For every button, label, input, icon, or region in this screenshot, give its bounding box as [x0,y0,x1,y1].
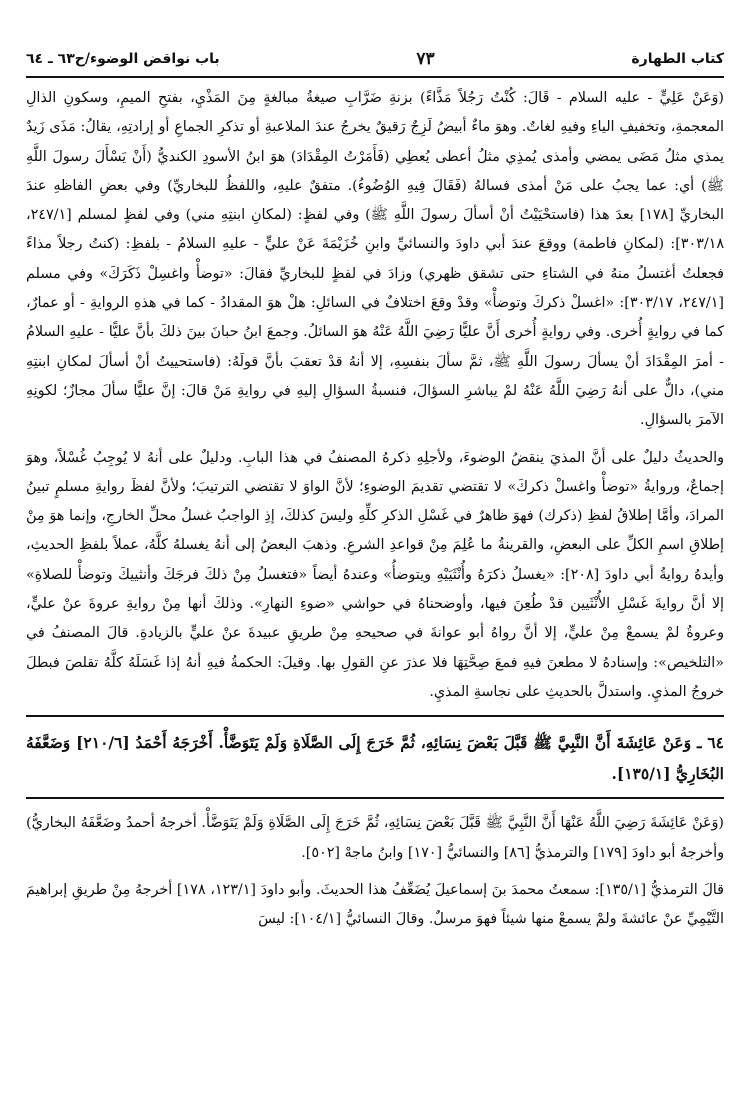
section-divider [26,715,724,717]
commentary-paragraph: (وَعَنْ عَائِشَةَ رَضِيَ اللَّهُ عَنْهَا أَنَّ النَّبِيَّ ﷺ قَبَّلَ بَعْضَ نِسَائِهِ، ثُمَّ خَرَجَ إِلَى الصَّلَاةِ وَلَمْ يَتَوَضَّأْ. أخرجهُ أحمدُ وضَعَّفَهُ البخاريُّ) وأخرجهُ أبو داودَ [١٧٩] والترمذيُّ [٨٦] والنسائيُّ [١٧٠] وابنُ ماجهْ [٥٠٢]. [26,815,724,861]
hadith-text [26,727,724,789]
commentary-paragraph: (وَعَنْ عَلِيٍّ - عليه السلام - قَالَ: كُنْتُ رَجُلاً مَذَّاءً) بزنةِ ضَرَّابِ صيغةُ مبالغةٍ مِنَ المَذْيِ، بفتحِ الميمِ، وسكونِ الذالِ المعجمةِ، وتخفيفِ الياءِ وفيهِ لغاتٌ. وهوَ ماءٌ أبيضُ لَزِجٌ رَقيقٌ يخرجُ عندَ الملاعبةِ أو تذكرِ الجماعِ أو إرادتِهِ، يقالُ: مَذَى زَيدٌ يمذي مثلُ مَضَى يمضي وأمذى يُمذِي مثلُ أعطى يُعطِي (فَأَمَرْتُ المِقْدَادَ) هوَ ابنُ الأسودِ الكنديُّ (أَنْ يَسْأَلَ رسولَ اللَّهِ ﷺ) أي: عما يجبُ على مَنْ أمذى فسالهُ (فَقَالَ فِيهِ الوُضُوءُ). متفقٌ عليهِ، واللفظُ للبخاريِّ) وفي بعضِ الفاظهِ عندَ البخاريِّ [١٧٨] بعدَ هذا (فاستحْيَيْتُ أنْ أسألَ رسولَ اللَّهِ ﷺ) وفي لفظٍ: (لمكانِ ابنتِهِ مني) وفي لفظٍ لمسلم [٢٤٧/١، ٣٠٣/١٨]: (لمكانِ فاطمة) ووقعَ عندَ أبي داودَ والنسائيِّ وابنِ خُزَيْمَةَ عَنْ عليٍّ - عليهِ السلامُ - بلفظِ: (كنتُ رجلاً مذاءً فجعلتُ أغتسلُ منهُ في الشتاءِ حتى تشقق ظهري) وزادَ في لفظٍ للبخاريِّ فقالَ: «توضأْ واغسِلْ ذَكَرَكَ» وفي مسلم [٢٤٧/١، ٣٠٣/١٧]: «اغسلْ ذكركَ وتوضأْ» وقدْ وقعَ اختلافٌ في السائلِ: هلْ هوَ المقدادُ - كما في هذهِ الروايةِ - أو عمارٌ، كما في روايةٍ أُخرى. وفي روايةٍ أُخرى أَنَّ عليًّا رَضِيَ اللَّهُ عَنْهُ هوَ السائلُ. وجمعَ ابنُ حبانَ بينَ ذلكَ بأنَّ عليًّا - عليهِ السلامُ - أمرَ المِقْدَادَ أنْ يسألَ رسولَ اللَّهِ ﷺ، ثمَّ سألَ بنفسِهِ، إلا أنهُ قدْ تعقبَ بأنَّ قولَهُ: (فاستحييتُ أنْ أسألَ لمكانِ ابنتِهِ مني)، دالٌّ على أنهُ رَضِيَ اللَّهُ عَنْهُ لمْ يباشرِ السؤالَ، فنسبةُ السؤالِ إليهِ في روايةِ مَنْ قالَ: إنَّ عليًّا سألَ مجازٌ؛ لكونِهِ الآمرَ بالسؤالِ. [26,90,724,429]
section-divider [26,797,724,799]
hadith-body: ـ وَعَنْ عَائِشَةَ أَنَّ النَّبِيَّ ﷺ قَبَّلَ بَعْضَ نِسَائِهِ، ثُمَّ خَرَجَ إِلَى الصَّلَاةِ وَلَمْ يَتَوَضَّأْ. أَخْرَجَهُ أَحْمَدُ [٢١٠/٦] وَضَعَّفَهُ البُخَارِيُّ [١٣٥/١]. [26,733,724,784]
chapter-title: باب نواقض الوضوء/ح٦٣ ـ ٦٤ [26,51,220,67]
page-number: ٧٣ [416,49,435,69]
hadith-number: ٦٤ [707,733,724,753]
page-header [26,42,724,78]
book-title: كتاب الطهارة [631,51,724,67]
commentary-paragraph: والحديثُ دليلٌ على أنَّ المذيَ ينقضُ الوضوءَ، ولأجلِهِ ذكرهُ المصنفُ في هذا البابِ. ودليلٌ على أنهُ لا يُوجِبُ غُسْلاً، وهوَ إجماعٌ، وروايةُ «توضأْ واغسلْ ذكركَ» لا تقتضي تقديمَ الوضوءِ؛ لأنَّ الواوَ لا تقتضي الترتيبَ؛ ولأنَّ لفظَ روايةِ مسلمٍ تبينُ المرادَ، وأمَّا إطلاقُ لفظِ (ذكرك) فهوَ ظاهرٌ في غَسْلِ الذكرِ كلِّهِ وليسَ كذلكَ، إذِ الواجبُ غسلُ محلِّ الخارجِ، وإنما هوَ مِنْ إطلاقِ اسمِ الكلِّ على البعضِ، والقرينةُ ما عُلِمَ مِنْ قواعدِ الشرعِ. وذهبَ البعضُ إلى أنهُ يغسلهُ كلَّهُ، عملاً بلفظِ الحديثِ، وأيدهُ روايةُ أبي داودَ [٢٠٨]: «يغسلُ ذكرَهُ وأُنْثَيَيْهِ ويتوضأُ» وعندهُ أيضاً «فتغسلُ مِنْ ذلكَ فرجَكَ وأنثييكَ وتوضأْ للصلاةِ» إلا أنَّ روايةَ غَسْلِ الأُنْثَيين قدْ طُعِنَ فيها، وأوضحناهُ في حواشي «ضوءِ النهارِ». وذلكَ أنها مِنْ روايةِ عروةَ عنْ عليٍّ، وعروةُ لمْ يسمعْ مِنْ عليٍّ، إلا أنَّ رواهُ أبو عوانةَ في صحيحهِ مِنْ طريقِ عبيدةَ عنْ عليٍّ بالزيادةِ. قالَ المصنفُ في «التلخيص»: وإسنادهُ لا مطعنَ فيهِ فمعَ صِحَّتِهَا فلا عذرَ عنِ القولِ بها. وقيلَ: الحكمةُ فيهِ أنهُ إذا غَسَلَهُ كلَّهُ تقلصَ فبطلَ خروجُ المذيِ. واستدلَّ بالحديثِ على نجاسةِ المذيِ. [26,449,724,700]
page-body [26,84,724,934]
commentary-paragraph: قالَ الترمذيُّ [١٣٥/١]: سمعتُ محمدَ بنَ إسماعيلَ يُضَعِّفُ هذا الحديثَ. وأبو داودَ [١٢٣/١، ١٧٨] أخرجهُ مِنْ طريقِ إبراهيمَ التَّيْمِيِّ عنْ عائشةَ ولمْ يسمعْ منها شيئاً فهوَ مرسلٌ. وقالَ النسائيُّ [١٠٤/١]: ليسَ [26,881,724,928]
